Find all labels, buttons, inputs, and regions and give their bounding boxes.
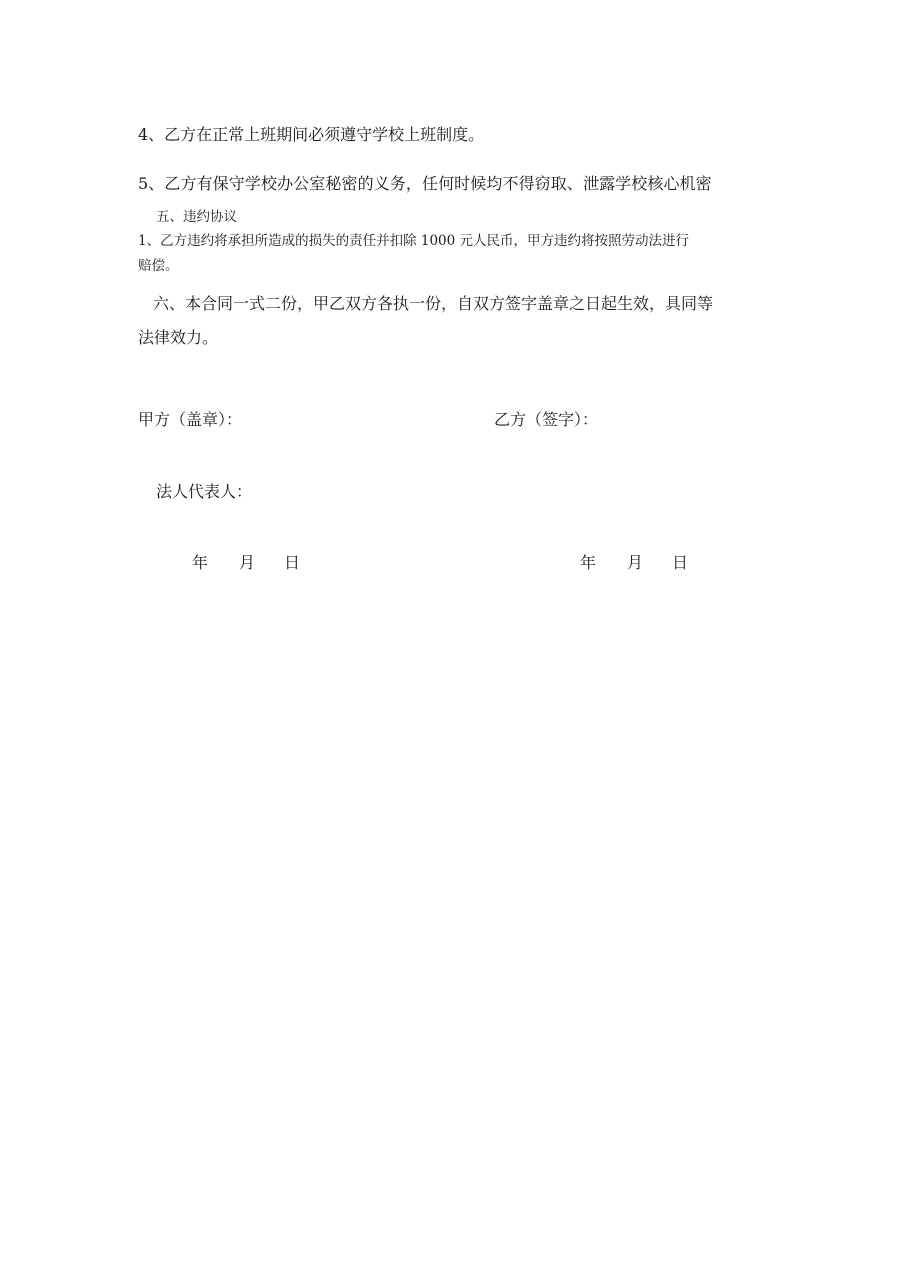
section-6-line-2: 法律效力。: [138, 328, 219, 347]
section-5-point-1-line-1: 1、乙方违约将承担所造成的损失的责任并扣除 1000 元人民币，甲方违约将按照劳动法进行: [138, 233, 690, 249]
party-a-date-year: 年: [192, 553, 209, 572]
party-b-date-year: 年: [580, 553, 597, 572]
clause-item-5: 5、乙方有保守学校办公室秘密的义务，任何时候均不得窃取、泄露学校核心机密: [138, 174, 712, 193]
section-5-title: 五、违约协议: [156, 209, 237, 225]
legal-representative-label: 法人代表人：: [156, 482, 253, 501]
section-6-line-1: 六、本合同一式二份，甲乙双方各执一份，自双方签字盖章之日起生效，具同等: [153, 294, 714, 313]
party-a-date-day: 日: [284, 553, 301, 572]
party-a-date-month: 月: [239, 553, 256, 572]
clause-item-4: 4、乙方在正常上班期间必须遵守学校上班制度。: [138, 125, 485, 144]
party-b-date: [580, 555, 700, 575]
party-a-date: [192, 555, 312, 575]
section-5-point-1-line-2: 赔偿。: [138, 258, 179, 274]
party-b-date-day: 日: [672, 553, 689, 572]
party-a-seal-label: 甲方（盖章）：: [138, 410, 243, 429]
party-b-date-month: 月: [627, 553, 644, 572]
party-b-signature-label: 乙方（签字）：: [494, 410, 599, 429]
